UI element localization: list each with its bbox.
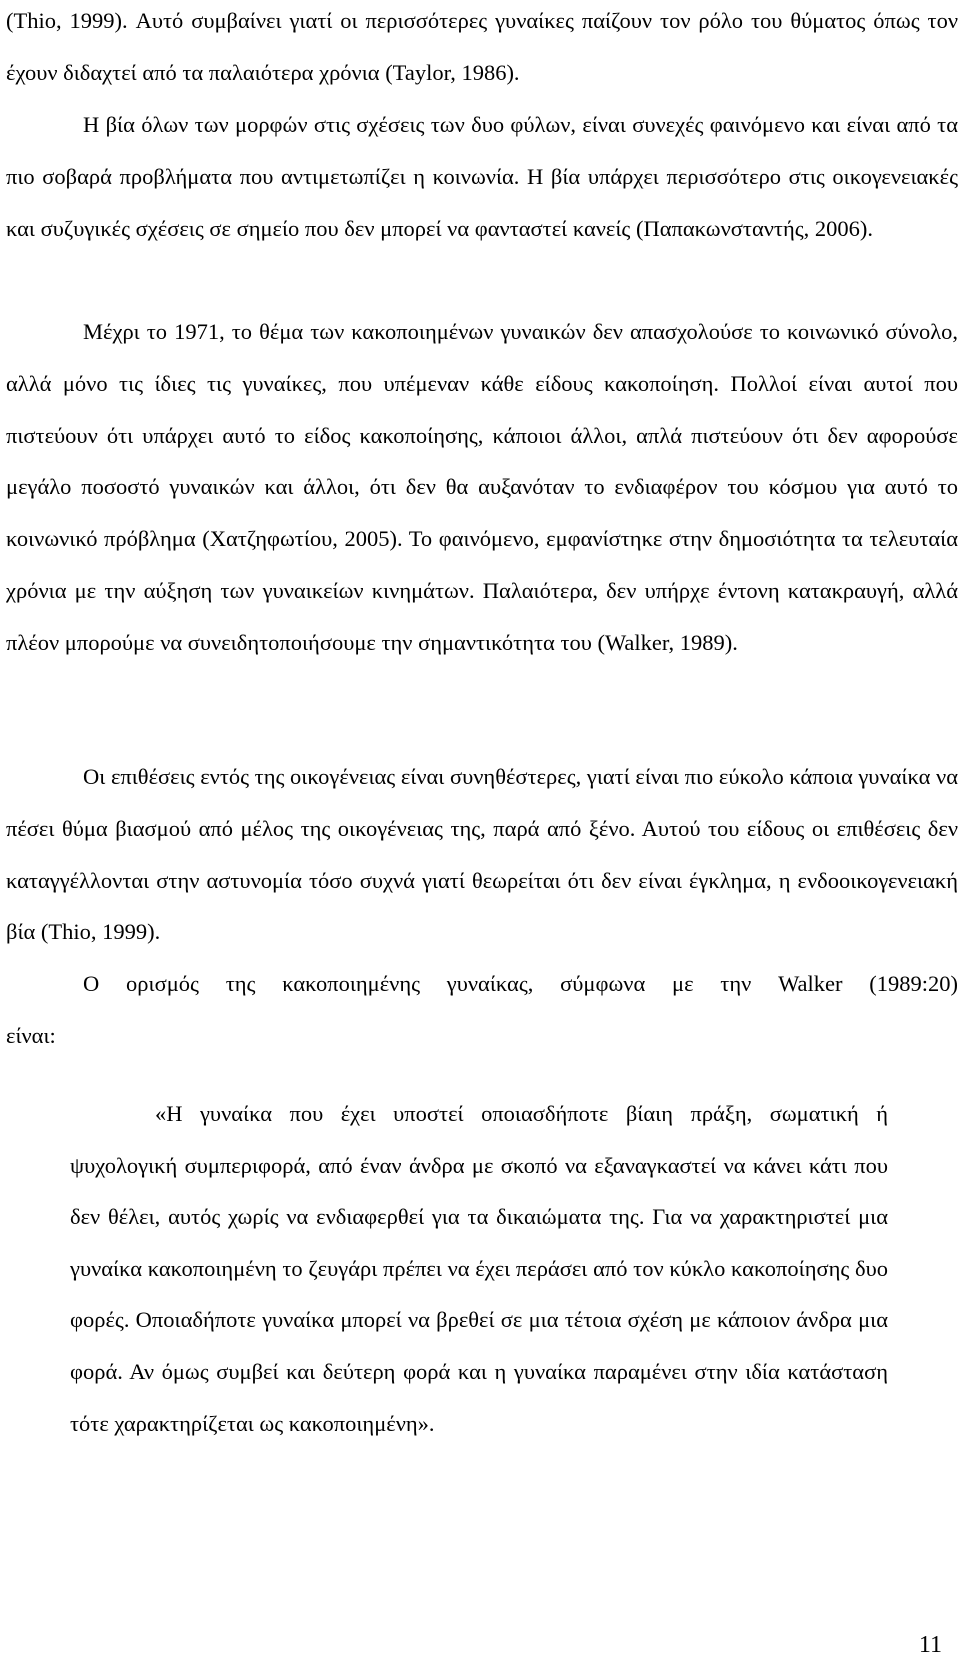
definition-intro-continuation: είναι: bbox=[6, 1022, 56, 1048]
block-quote bbox=[70, 1088, 888, 1449]
paragraph-family-attacks: Οι επιθέσεις εντός της οικογένειας είναι συνηθέστερες, γιατί είναι πιο εύκολο κάποια γυναίκα να πέσει θύμα βιασμού από μέλος της οικογένειας της, παρά από ξένο. Αυτού του είδους οι επιθέσεις δεν καταγγέλλονται στην αστυνομία τόσο συχνά γιατί θεωρείται ότι δεν είναι έγκλημα, η ενδοοικογενειακή βία (Thio, 1999). bbox=[6, 764, 958, 945]
paragraph-continuation: (Thio, 1999). Αυτό συμβαίνει γιατί οι περισσότερες γυναίκες παίζουν τον ρόλο του θύματος όπως τον έχουν διδαχτεί από τα παλαιότερα χρόνια (Taylor, 1986). bbox=[6, 8, 958, 85]
definition-intro-line: Ο ορισμός της κακοποιημένης γυναίκας, σύμφωνα με την Walker (1989:20) bbox=[83, 971, 958, 996]
paragraph-violence-relationships: Η βία όλων των μορφών στις σχέσεις των δυο φύλων, είναι συνεχές φαινόμενο και είναι από τα πιο σοβαρά προβλήματα που αντιμετωπίζει η κοινωνία. Η βία υπάρχει περισσότερο στις οικογενειακές και συζυγικές σχέσεις σε σημείο που δεν μπορεί να φανταστεί κανείς (Παπακωνσταντής, 2006). bbox=[6, 112, 958, 241]
page-number: 11 bbox=[918, 1632, 942, 1658]
definition-intro bbox=[6, 958, 958, 1062]
quote-text: «Η γυναίκα που έχει υποστεί οποιασδήποτε βίαιη πράξη, σωματική ή ψυχολογική συμπεριφορά, από έναν άνδρα με σκοπό να εξαναγκαστεί να κάνει κάτι που δεν θέλει, αυτός χωρίς να ενδιαφερθεί για τα δικαιώματα της. Για να χαρακτηριστεί μια γυναίκα κακοποιημένη το ζευγάρι πρέπει να έχει περάσει από τον κύκλο κακοποίησης δυο φορές. Οποιαδήποτε γυναίκα μπορεί να βρεθεί σε μια τέτοια σχέση με κάποιον άνδρα μια φορά. Αν όμως συμβεί και δεύτερη φορά και η γυναίκα παραμένει στην ιδία κατάσταση τότε χαρακτηρίζεται ως κακοποιημένη». bbox=[70, 1101, 888, 1436]
paragraph-1971-history: Μέχρι το 1971, το θέμα των κακοποιημένων γυναικών δεν απασχολούσε το κοινωνικό σύνολο, αλλά μόνο τις ίδιες τις γυναίκες, που υπέμεναν κάθε είδους κακοποίηση. Πολλοί είναι αυτοί που πιστεύουν ότι υπάρχει αυτό το είδος κακοποίησης, κάποιοι άλλοι, απλά πιστεύουν ότι δεν αφορούσε μεγάλο ποσοστό γυναικών και άλλοι, ότι δεν θα αυξανόταν το ενδιαφέρον του κόσμου για αυτό το κοινωνικό πρόβλημα (Χατζηφωτίου, 2005). Το φαινόμενο, εμφανίστηκε στην δημοσιότητα τα τελευταία χρόνια με την αύξηση των γυναικείων κινημάτων. Παλαιότερα, δεν υπήρχε έντονη κατακραυγή, αλλά πλέον μπορούμε να συνειδητοποιήσουμε την σημαντικότητα του (Walker, 1989). bbox=[6, 319, 958, 655]
